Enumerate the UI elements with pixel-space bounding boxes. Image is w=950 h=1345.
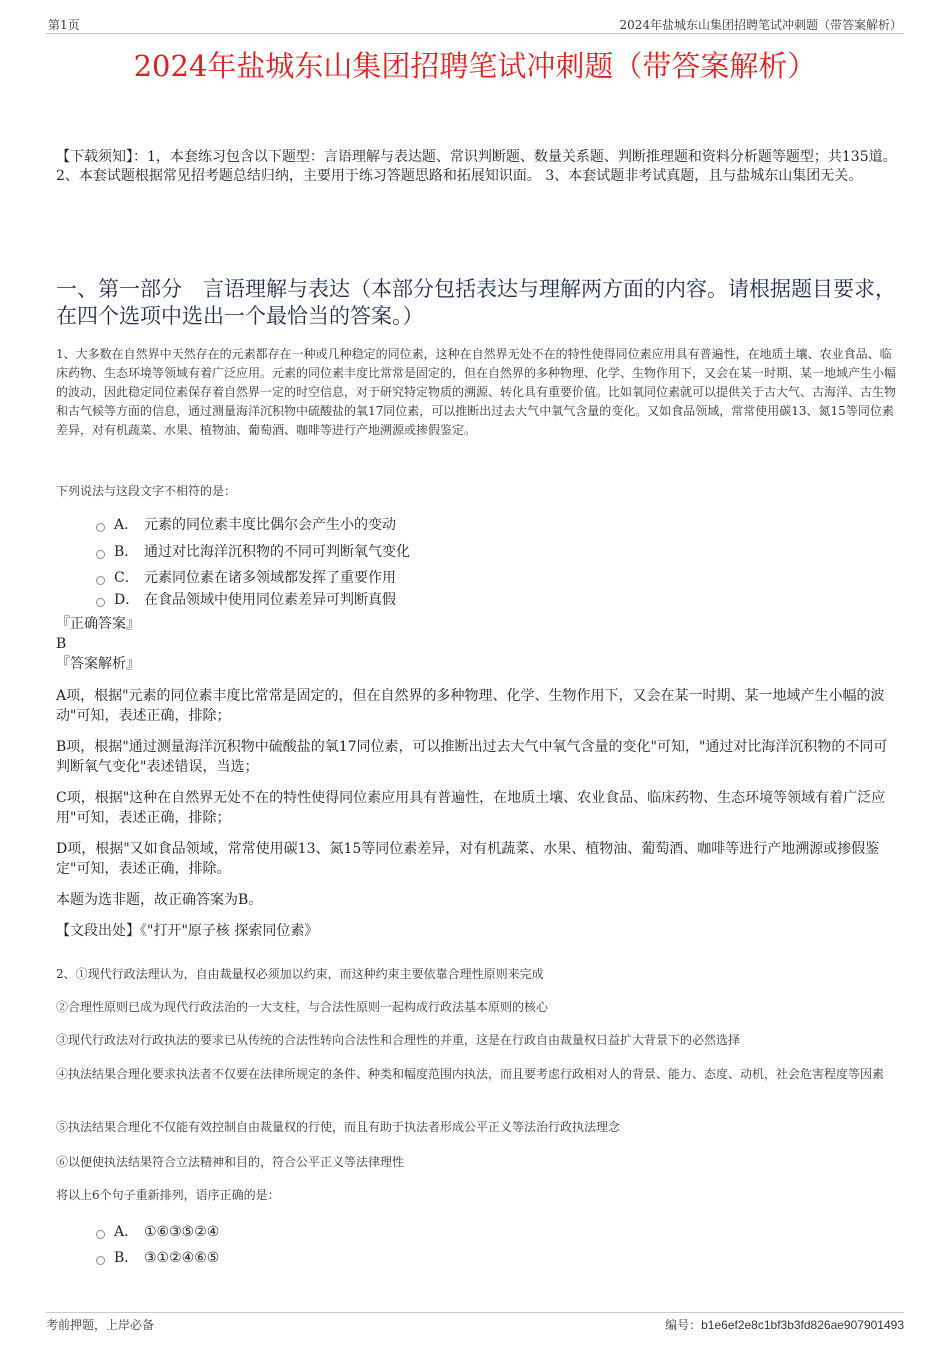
page-footer — [46, 1312, 904, 1333]
section-heading: 一、第一部分 言语理解与表达（本部分包括表达与理解两方面的内容。请根据题目要求，在四个选项中选出一个最恰当的答案。） — [56, 277, 896, 328]
q1-stem: 下列说法与这段文字不相符的是： — [56, 484, 237, 498]
radio-icon[interactable] — [96, 523, 105, 532]
radio-icon[interactable] — [96, 576, 105, 585]
text-source: 【文段出处】《"打开"原子核 探索同位素》 — [56, 923, 319, 939]
q2-line-2: ②合理性原则已成为现代行政法治的一大支柱，与合法性原则一起构成行政法基本原则的核心 — [56, 1000, 549, 1014]
page-title: 2024年盐城东山集团招聘笔试冲刺题（带答案解析） — [133, 49, 817, 83]
analysis-a: A项，根据"元素的同位素丰度比常常是固定的，但在自然界的多种物理、化学、生物作用下，又会在某一时期、某一地域产生小幅的波动"可知，表述正确，排除； — [56, 688, 885, 724]
answer-label: 『正确答案』 — [56, 616, 140, 632]
header-doc-title: 2024年盐城东山集团招聘笔试冲刺题（带答案解析） — [619, 18, 902, 32]
analysis-label: 『答案解析』 — [56, 656, 140, 672]
q2-line-5: ⑤执法结果合理化不仅能有效控制自由裁量权的行使，而且有助于执法者形成公平正义等法治行政执法理念 — [56, 1120, 621, 1134]
page-number: 第1页 — [48, 18, 80, 32]
q2-line-6: ⑥以便使执法结果符合立法精神和目的，符合公平正义等法律理性 — [56, 1155, 405, 1169]
q1-answer-block — [56, 614, 898, 952]
q1-passage: 1、大多数在自然界中天然存在的元素都存在一种或几种稳定的同位素，这种在自然界无处不在的特性使得同位素应用具有普遍性，在地质土壤、农业食品、临床药物、生态环境等领域有着广泛应用。元素的同位素丰度比常常是固定的，但在自然界的多种物理、化学、生物作用下，又会在某一时期、某一地域产生小幅的波动，因此稳定同位素保存着自然界一定的时空信息，对于研究特定物质的溯源、转化具有重要价值。比如氧同位素就可以提供关于古大气、古海洋、古生物和古气候等方面的信息，通过测量海洋沉积物中硫酸盐的氧17同位素，可以推断出过去大气中氧气含量的变化。又如食品领域，常常使用碳13、氮15等同位素差异，对有机蔬菜、水果、植物油、葡萄酒、咖啡等进行产地溯源或掺假鉴定。 — [56, 347, 897, 437]
analysis-conclusion: 本题为选非题，故正确答案为B。 — [56, 892, 263, 908]
download-notice: 【下载须知】：1，本套练习包含以下题型：言语理解与表达题、常识判断题、数量关系题、判断推理题和资料分析题等题型；共135道。 2、本套试题根据常见招考题总结归纳，主要用于练习答题思路和拓展知识面。 3、本套试题非考试真题，且与盐城东山集团无关。 — [56, 149, 897, 184]
answer-value: B — [56, 636, 67, 652]
q2-line-3: ③现代行政法对行政执法的要求已从传统的合法性转向合法性和合理性的并重，这是在行政自由裁量权日益扩大背景下的必然选择 — [56, 1033, 741, 1047]
analysis-c: C项，根据"这种在自然界无处不在的特性使得同位素应用具有普遍性，在地质土壤、农业食品、临床药物、生态环境等领域有着广泛应用"可知，表述正确，排除； — [56, 790, 886, 826]
radio-icon[interactable] — [96, 598, 105, 607]
radio-icon[interactable] — [96, 1230, 105, 1239]
q2-line-1: 2、①现代行政法理认为，自由裁量权必须加以约束，而这种约束主要依靠合理性原则来完成 — [56, 967, 544, 981]
analysis-b: B项，根据"通过测量海洋沉积物中硫酸盐的氧17同位素，可以推断出过去大气中氧气含量的变化"可知，"通过对比海洋沉积物的不同可判断氧气变化"表述错误，当选； — [56, 739, 888, 775]
radio-icon[interactable] — [96, 1256, 105, 1265]
page-header — [46, 15, 904, 34]
q2-stem: 将以上6个句子重新排列，语序正确的是： — [56, 1188, 280, 1202]
radio-icon[interactable] — [96, 550, 105, 559]
footer-slogan: 考前押题，上岸必备 — [46, 1318, 155, 1332]
footer-code: 编号：b1e6ef2e8c1bf3b3fd826ae907901493 — [665, 1318, 904, 1332]
analysis-d: D项，根据"又如食品领域，常常使用碳13、氮15等同位素差异，对有机蔬菜、水果、植物油、葡萄酒、咖啡等进行产地溯源或掺假鉴定"可知，表述正确，排除。 — [56, 841, 880, 877]
q2-line-4: ④执法结果合理化要求执法者不仅要在法律所规定的条件、种类和幅度范围内执法，而且要考虑行政相对人的背景、能力、态度、动机，社会危害程度等因素 — [56, 1067, 885, 1081]
